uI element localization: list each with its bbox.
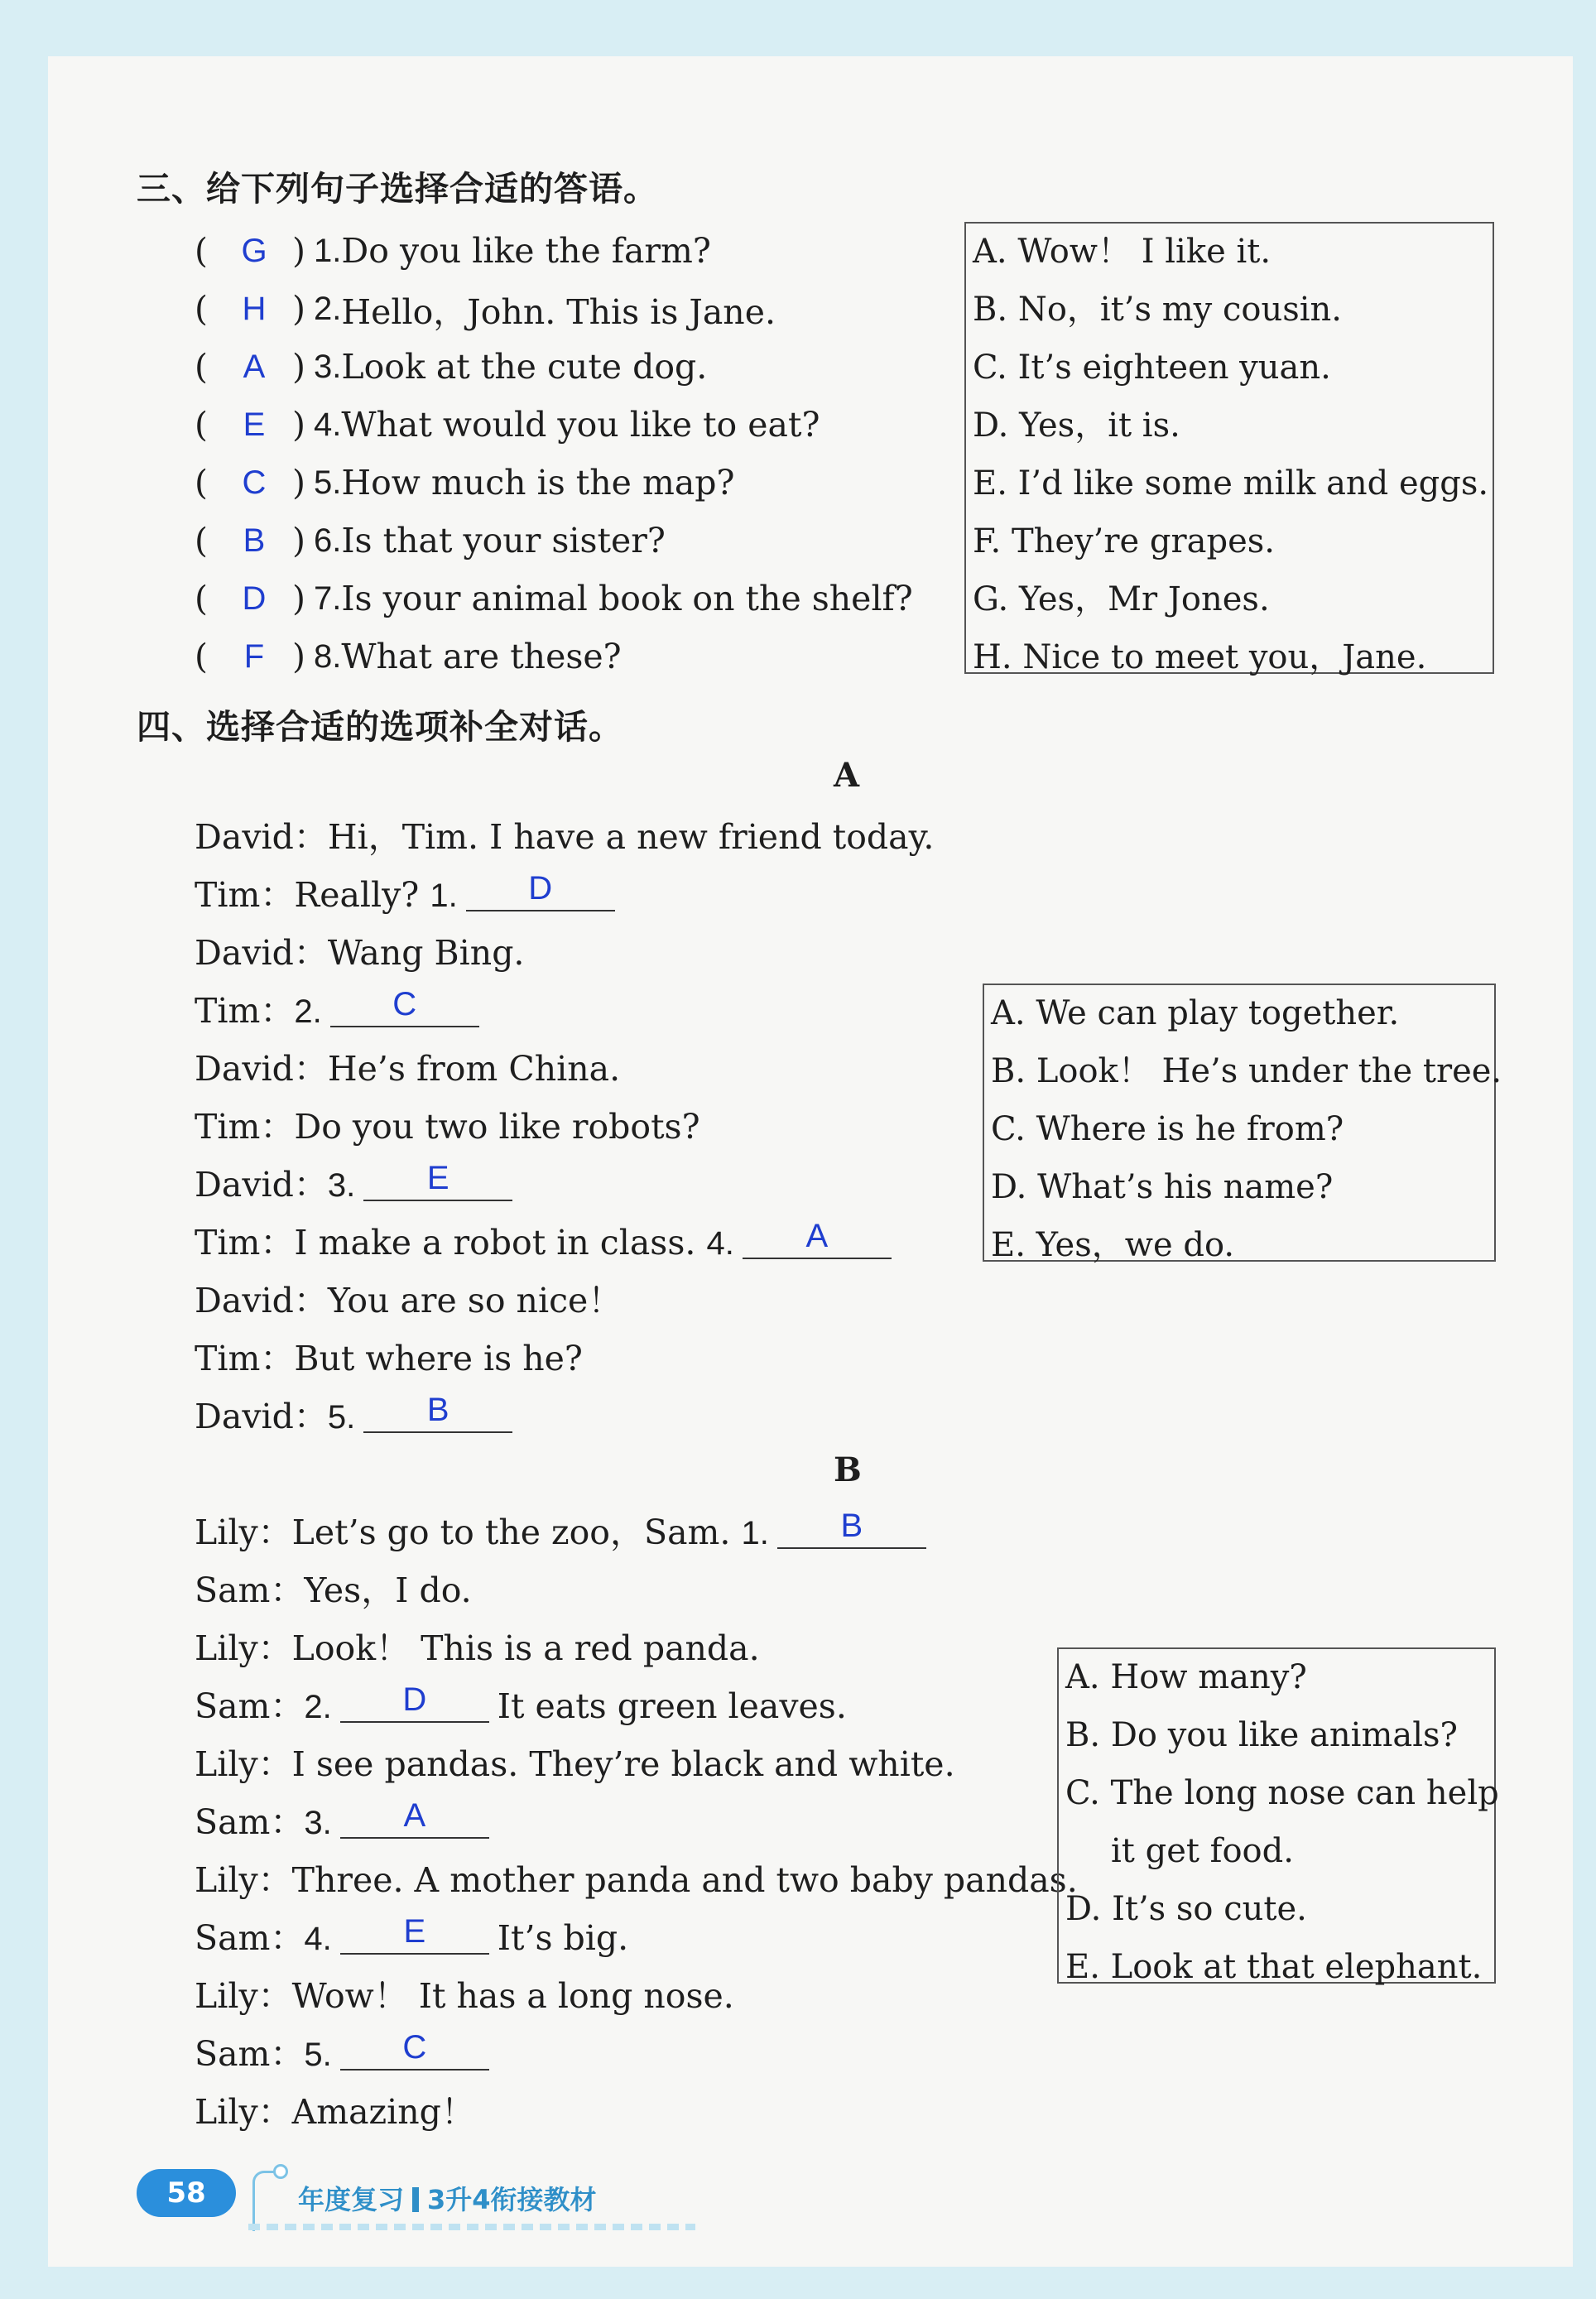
answer-letter: H [242, 290, 267, 327]
blank-answer: D [402, 1681, 427, 1718]
blank-number: 2. [304, 1689, 332, 1725]
close-paren: ) [292, 463, 305, 503]
answer-blank [363, 1392, 512, 1433]
dialogue-text: Sam：Yes，I do. [195, 1570, 472, 1610]
dialogue-text-after: It’s big. [497, 1918, 629, 1958]
answer-blank [330, 986, 479, 1027]
answer-blank [363, 1160, 512, 1201]
close-paren: ) [292, 405, 305, 445]
blank-answer: A [403, 1797, 426, 1834]
dialogue-line [195, 1219, 900, 1266]
section4-heading: 四、选择合适的选项补全对话。 [137, 707, 623, 747]
dialogue-line [195, 1915, 628, 1961]
dialogue-line [195, 1335, 583, 1382]
footer-bracket-decoration [252, 2171, 280, 2231]
footer-dot-decoration [273, 2164, 288, 2179]
dialogue-text: Tim：But where is he? [195, 1339, 583, 1378]
option-item: D. What’s his name? [991, 1168, 1334, 1206]
blank-number: 4. [304, 1921, 332, 1957]
dialogue-line [195, 1277, 622, 1324]
footer-title [298, 2179, 597, 2217]
question-number: 3. [314, 348, 342, 385]
open-paren: ( [195, 289, 208, 329]
answer-blank [340, 1681, 489, 1723]
answer-blank [340, 2029, 489, 2071]
answer-letter: G [241, 232, 267, 269]
dialogue-line [195, 814, 934, 860]
option-item: B. No，it’s my cousin. [973, 291, 1343, 329]
open-paren: ( [195, 405, 208, 445]
dialogue-line [195, 1393, 521, 1440]
open-paren: ( [195, 521, 208, 560]
option-item: E. Look at that elephant. [1065, 1948, 1483, 1986]
dialogue-text: David： [195, 1397, 328, 1436]
question-number: 5. [314, 464, 342, 501]
option-item: B. Look！ He’s under the tree. [991, 1052, 1502, 1090]
option-item: E. Yes，we do. [991, 1226, 1235, 1264]
footer-wave-decoration [248, 2224, 695, 2230]
dialogue-text: David：Wang Bing. [195, 933, 525, 973]
dialogue-text: Lily：Three. A mother panda and two baby pandas. [195, 1860, 1078, 1900]
close-paren: ) [292, 579, 305, 618]
option-item: C. The long nose can help [1065, 1774, 1499, 1812]
dialogue-line [195, 1567, 472, 1614]
footer-title-right: 3升4衔接教材 [427, 2184, 597, 2215]
question-number: 1. [314, 232, 342, 269]
question-number: 7. [314, 580, 342, 617]
dialogue-text-after: It eats green leaves. [497, 1686, 847, 1726]
answer-letter: E [243, 406, 266, 443]
answer-letter: D [242, 580, 267, 617]
question-number: 8. [314, 637, 342, 675]
dialogue-line [195, 1046, 620, 1092]
dialogue-line [195, 988, 488, 1034]
blank-number: 2. [294, 993, 322, 1030]
dialogue-text: David：Hi，Tim. I have a new friend today. [195, 817, 935, 857]
dialogue-line [195, 1162, 521, 1208]
blank-number: 1. [430, 878, 458, 914]
answer-letter: C [242, 464, 267, 501]
question-row [195, 517, 666, 564]
dialogue-line [195, 1625, 760, 1671]
open-paren: ( [195, 231, 208, 271]
answer-letter: A [243, 348, 266, 385]
footer-title-left: 年度复习 [298, 2184, 405, 2215]
blank-answer: A [805, 1218, 829, 1254]
close-paren: ) [292, 347, 305, 387]
dialogue-line [195, 1104, 700, 1150]
option-item: F. They’re grapes. [973, 522, 1275, 560]
dialogue-line [195, 1683, 847, 1729]
answer-blank [743, 1218, 892, 1259]
close-paren: ) [292, 289, 305, 329]
dialogue-text: Sam： [195, 1918, 305, 1958]
page-number-badge: 58 [137, 2169, 236, 2217]
dialogue-line [195, 1741, 955, 1787]
footer-separator [412, 2187, 419, 2212]
option-item: A. How many? [1065, 1658, 1307, 1696]
question-text: Is that your sister? [341, 521, 666, 560]
dialogue-text: Tim：Really? [195, 875, 430, 915]
blank-answer: C [392, 986, 417, 1022]
dialogue-line [195, 1509, 935, 1556]
blank-number: 5. [304, 2037, 332, 2073]
dialogue-text: Sam： [195, 1686, 305, 1726]
blank-answer: C [402, 2029, 427, 2066]
open-paren: ( [195, 637, 208, 676]
part-b-options-box [1057, 1647, 1499, 1986]
answer-letter: F [243, 637, 265, 675]
blank-answer: D [528, 870, 553, 907]
option-item: A. We can play together. [991, 994, 1400, 1032]
dialogue-text: Lily：Wow！ It has a long nose. [195, 1976, 734, 2016]
answer-blank [466, 870, 615, 911]
option-item: C. It’s eighteen yuan. [973, 349, 1331, 387]
dialogue-line [195, 930, 524, 976]
option-item: D. It’s so cute. [1065, 1890, 1307, 1928]
part-a-label: A [834, 756, 860, 795]
open-paren: ( [195, 347, 208, 387]
open-paren: ( [195, 579, 208, 618]
dialogue-text: Tim： [195, 991, 295, 1031]
part-b-label: B [834, 1450, 862, 1489]
option-item: D. Yes，it is. [973, 406, 1180, 445]
question-row [195, 633, 622, 680]
question-text: Is your animal book on the shelf? [341, 579, 913, 618]
question-text: Look at the cute dog. [341, 347, 708, 387]
dialogue-text: David： [195, 1165, 328, 1205]
dialogue-text: David：He’s from China. [195, 1049, 621, 1089]
option-item: G. Yes，Mr Jones. [973, 580, 1270, 618]
section3-options-box [964, 222, 1494, 674]
blank-answer: B [840, 1508, 863, 1544]
blank-answer: B [426, 1392, 449, 1428]
answer-letter: B [243, 522, 266, 559]
dialogue-text: Lily：Amazing！ [195, 2092, 475, 2132]
open-paren: ( [195, 463, 208, 503]
dialogue-text: Lily：Let’s go to the zoo，Sam. [195, 1513, 742, 1552]
blank-number: 3. [327, 1167, 356, 1204]
question-text: What would you like to eat? [341, 405, 820, 445]
question-text: Do you like the farm? [341, 231, 711, 271]
question-number: 4. [314, 406, 342, 443]
question-row [195, 402, 820, 448]
dialogue-text: Lily：Look！ This is a red panda. [195, 1628, 760, 1668]
option-item: H. Nice to meet you，Jane. [973, 638, 1427, 676]
dialogue-line [195, 1973, 734, 2019]
dialogue-text: Sam： [195, 1802, 305, 1842]
dialogue-text: David：You are so nice！ [195, 1281, 623, 1320]
dialogue-text: Lily：I see pandas. They’re black and white. [195, 1744, 955, 1784]
question-number: 6. [314, 522, 342, 559]
close-paren: ) [292, 521, 305, 560]
close-paren: ) [292, 231, 305, 271]
blank-number: 1. [741, 1515, 769, 1551]
question-row [195, 286, 776, 332]
question-text: Hello，John. This is Jane. [341, 291, 776, 332]
dialogue-line [195, 1857, 1078, 1903]
option-item: C. Where is he from? [991, 1110, 1344, 1148]
answer-blank [340, 1913, 489, 1955]
blank-number: 3. [304, 1805, 332, 1841]
dialogue-line [195, 2031, 498, 2077]
dialogue-text: Sam： [195, 2034, 305, 2074]
question-row [195, 459, 735, 506]
blank-number: 4. [706, 1225, 734, 1262]
question-text: What are these? [341, 637, 622, 676]
option-item: A. Wow！ I like it. [973, 233, 1272, 271]
question-row [195, 575, 913, 622]
blank-answer: E [403, 1913, 426, 1950]
dialogue-line [195, 872, 623, 918]
dialogue-text: Tim：I make a robot in class. [195, 1223, 707, 1263]
question-text: How much is the map? [341, 463, 735, 503]
blank-number: 5. [327, 1399, 356, 1436]
dialogue-text: Tim：Do you two like robots? [195, 1107, 700, 1147]
answer-blank [340, 1797, 489, 1839]
question-number: 2. [314, 290, 342, 327]
dialogue-line [195, 1799, 498, 1845]
blank-answer: E [426, 1160, 449, 1196]
section3-heading: 三、给下列句子选择合适的答语。 [137, 169, 658, 209]
question-row [195, 228, 711, 274]
question-row [195, 344, 707, 390]
part-a-options-box [983, 984, 1502, 1264]
option-item: E. I’d like some milk and eggs. [973, 464, 1489, 503]
answer-blank [777, 1508, 926, 1549]
option-item: it get food. [1111, 1832, 1294, 1870]
option-item: B. Do you like animals? [1065, 1716, 1459, 1754]
close-paren: ) [292, 637, 305, 676]
dialogue-line [195, 2089, 475, 2135]
